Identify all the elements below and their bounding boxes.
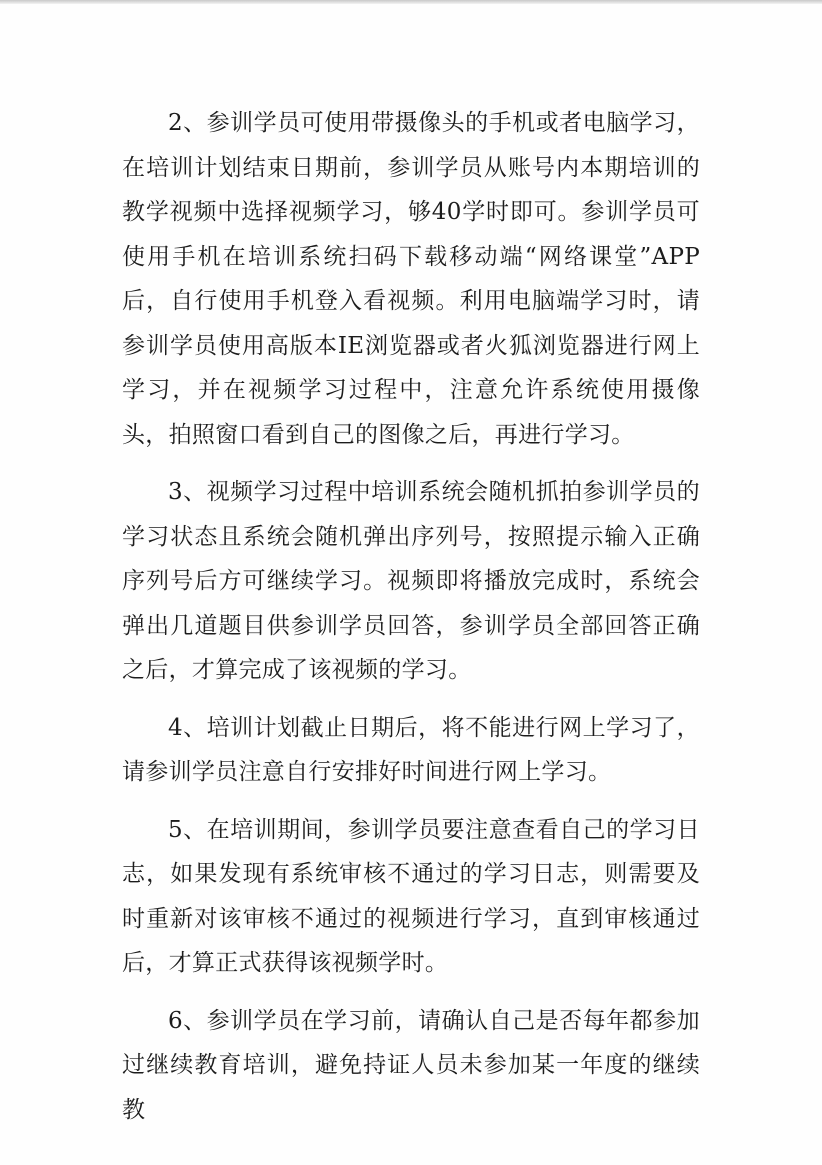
paragraph-item-5: 5、在培训期间，参训学员要注意查看自己的学习日志，如果发现有系统审核不通过的学习日志，则需要及时重新对该审核不通过的视频进行学习，直到审核通过后，才算正式获得该视频学时。 [122, 816, 700, 976]
document-body [122, 101, 700, 1145]
paragraph-item-4: 4、培训计划截止日期后，将不能进行网上学习了，请参训学员注意自行安排好时间进行网上学习。 [122, 714, 700, 785]
scan-top-edge [0, 0, 822, 4]
paragraph-item-6: 6、参训学员在学习前，请确认自己是否每年都参加过继续教育培训，避免持证人员未参加某一年度的继续教 [122, 1007, 700, 1123]
paragraph-item-2: 2、参训学员可使用带摄像头的手机或者电脑学习，在培训计划结束日期前，参训学员从账号内本期培训的教学视频中选择视频学习，够40学时即可。参训学员可使用手机在培训系统扫码下载移动端“网络课堂”APP后，自行使用手机登入看视频。利用电脑端学习时，请参训学员使用高版本IE浏览器或者火狐浏览器进行网上学习，并在视频学习过程中，注意允许系统使用摄像头，拍照窗口看到自己的图像之后，再进行学习。 [122, 110, 700, 448]
paragraph-item-3: 3、视频学习过程中培训系统会随机抓拍参训学员的学习状态且系统会随机弹出序列号，按照提示输入正确序列号后方可继续学习。视频即将播放完成时，系统会弹出几道题目供参训学员回答，参训学员全部回答正确之后，才算完成了该视频的学习。 [122, 479, 700, 683]
